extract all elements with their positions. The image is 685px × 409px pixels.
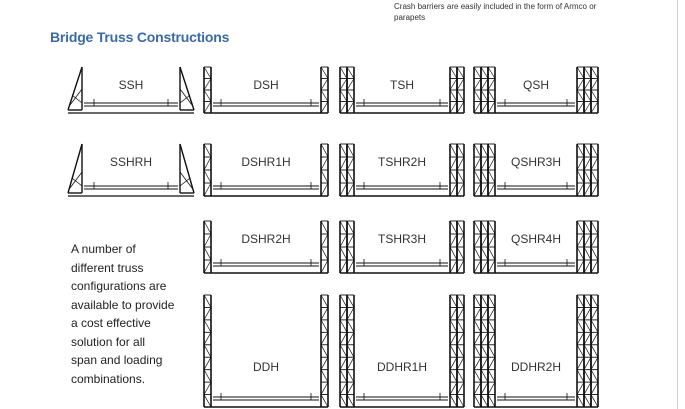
description-line: available to provide	[71, 297, 175, 312]
truss-label: DDHR1H	[376, 360, 427, 374]
truss-diagram	[204, 294, 328, 408]
truss-diagram	[474, 294, 598, 408]
truss-label: QSH	[522, 78, 549, 92]
truss-diagram	[204, 143, 328, 197]
description-line: span and loading	[71, 353, 163, 367]
truss-label: QSHR3H	[510, 155, 561, 169]
description-line: combinations.	[71, 371, 146, 386]
page-edge-divider	[677, 0, 678, 409]
truss-label: TSHR2H	[377, 155, 426, 169]
description-line: different truss	[71, 260, 144, 275]
truss-label: DSH	[253, 78, 279, 92]
truss-label: DDHR2H	[510, 360, 561, 374]
truss-label: QSHR4H	[510, 232, 561, 246]
description-line: a cost effective	[71, 316, 151, 330]
top-note-line-2: parapets	[394, 13, 426, 22]
truss-diagram	[340, 294, 464, 408]
truss-diagram	[474, 220, 598, 274]
description-line: solution for all	[71, 334, 146, 349]
truss-label: SSH	[118, 78, 144, 92]
truss-diagram	[340, 143, 464, 197]
description-line: configurations are	[71, 279, 167, 293]
truss-diagram	[68, 143, 194, 197]
description-line: A number of	[71, 242, 136, 256]
truss-diagram	[474, 143, 598, 197]
description-text	[71, 240, 196, 388]
truss-label: TSHR3H	[377, 232, 426, 246]
top-note	[394, 1, 634, 23]
top-note-line-1: Crash barriers are easily included in the form of Armco or	[394, 2, 597, 11]
truss-diagram	[340, 220, 464, 274]
truss-diagram	[204, 220, 328, 274]
truss-label: TSH	[390, 78, 414, 92]
truss-label: DDH	[253, 360, 279, 374]
section-title: Bridge Truss Constructions	[50, 29, 230, 45]
truss-label: SSHRH	[109, 155, 152, 169]
truss-label: DSHR1H	[241, 155, 291, 169]
truss-label: DSHR2H	[241, 232, 291, 246]
